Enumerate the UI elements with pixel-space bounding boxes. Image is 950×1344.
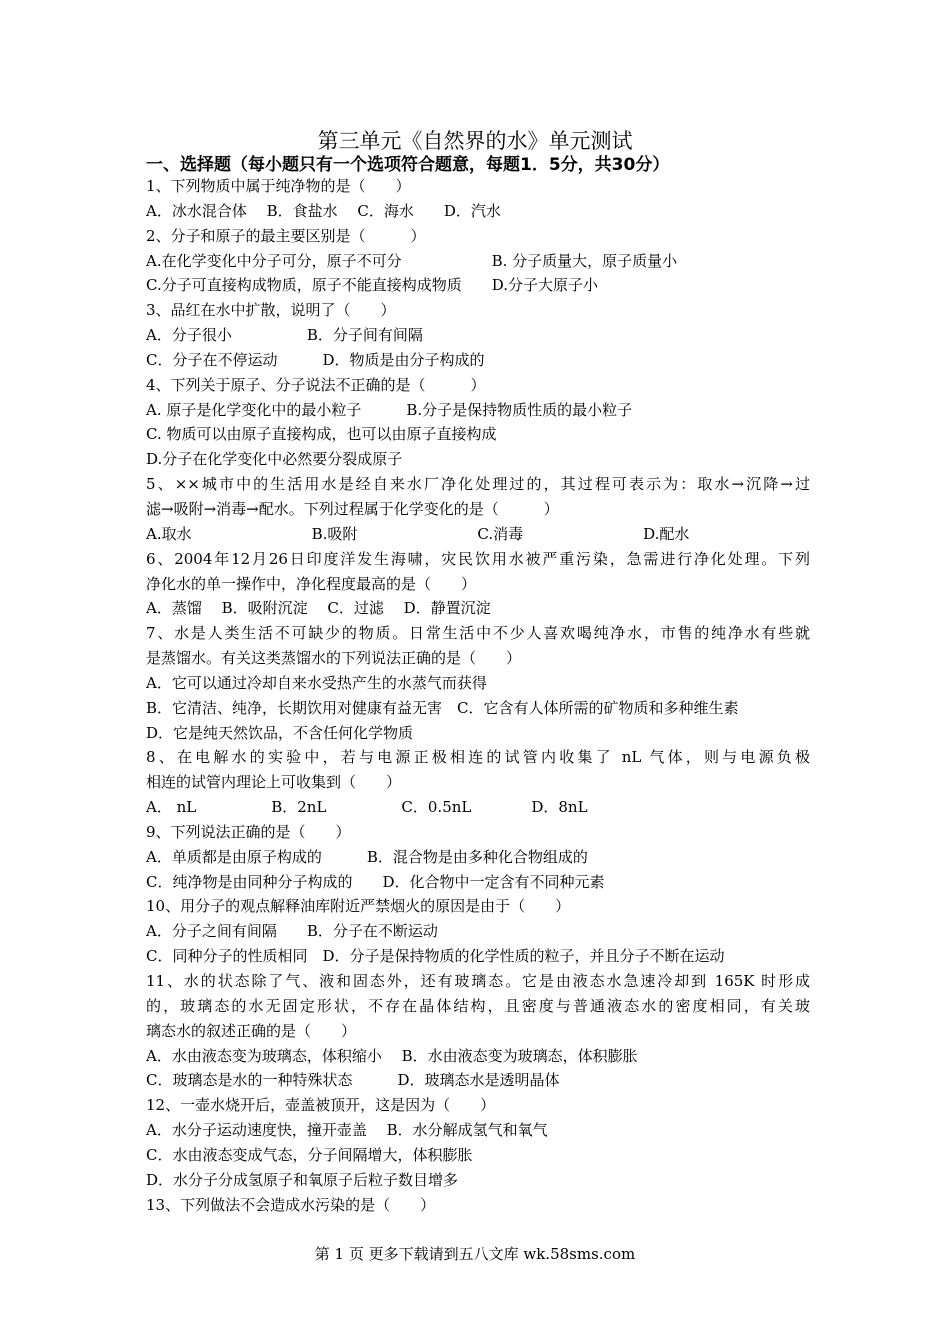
text-line: 滤→吸附→消毒→配水。下列过程属于化学变化的是（ ） (146, 499, 559, 518)
text-line: A.取水 B.吸附 C.消毒 D.配水 (146, 524, 690, 543)
section-heading: 一、选择题（每小题只有一个选项符合题意，每题1．5分，共30分） (146, 155, 670, 175)
text-line: 9、下列说法正确的是（ ） (146, 822, 351, 841)
text-line: A．分子很小 B．分子间有间隔 (146, 326, 423, 345)
text-line: C．分子在不停运动 D．物质是由分子构成的 (146, 350, 485, 369)
document-title: 第三单元《自然界的水》单元测试 (317, 129, 633, 153)
text-line: 的，玻璃态的水无固定形状，不存在晶体结构，且密度与普通液态水的密度相同，有关玻 (146, 996, 810, 1015)
text-line: A． nL B．2nL C．0.5nL D．8nL (146, 798, 588, 817)
text-line: A．单质都是由原子构成的 B．混合物是由多种化合物组成的 (146, 847, 588, 866)
text-line: 3、品红在水中扩散，说明了（ ） (146, 301, 396, 320)
text-line: 是蒸馏水。有关这类蒸馏水的下列说法正确的是（ ） (146, 649, 522, 668)
text-line: 10、用分子的观点解释油库附近严禁烟火的原因是由于（ ） (146, 897, 571, 916)
text-line: C．水由液态变成气态，分子间隔增大，体积膨胀 (146, 1145, 473, 1164)
text-line: B．它清洁、纯净，长期饮用对健康有益无害 C．它含有人体所需的矿物质和多种维生素 (146, 698, 739, 717)
text-line: D.分子在化学变化中必然要分裂成原子 (146, 450, 403, 469)
text-line: A．它可以通过冷却自来水受热产生的水蒸气而获得 (146, 673, 487, 692)
page-footer: 第 1 页 更多下载请到五八文库 wk.58sms.com (314, 1245, 636, 1263)
text-line: 4、下列关于原子、分子说法不正确的是（ ） (146, 375, 486, 394)
text-line: A．水分子运动速度快，撞开壶盖 B．水分解成氢气和氧气 (146, 1121, 548, 1140)
text-line: D．它是纯天然饮品，不含任何化学物质 (146, 723, 414, 742)
text-line: 璃态水的叙述正确的是（ ） (146, 1021, 357, 1040)
text-line: A．水由液态变为玻璃态，体积缩小 B．水由液态变为玻璃态，体积膨胀 (146, 1046, 638, 1065)
text-line: 8、在电解水的实验中，若与电源正极相连的试管内收集了 nL 气体，则与电源负极 (146, 748, 810, 767)
text-line: C．玻璃态是水的一种特殊状态 D．玻璃态水是透明晶体 (146, 1071, 560, 1090)
text-line: C．纯净物是由同种分子构成的 D．化合物中一定含有不同种元素 (146, 872, 605, 891)
text-line: 11、水的状态除了气、液和固态外，还有玻璃态。它是由液态水急速冷却到 165K 时形成 (146, 972, 810, 990)
text-line: C. 物质可以由原子直接构成，也可以由原子直接构成 (146, 425, 497, 444)
text-line: C．同种分子的性质相同 D．分子是保持物质的化学性质的粒子，并且分子不断在运动 (146, 947, 725, 966)
text-line: 2、分子和原子的最主要区别是（ ） (146, 226, 426, 245)
text-line: 相连的试管内理论上可收集到（ ） (146, 773, 402, 792)
text-line: 5、××城市中的生活用水是经自来水厂净化处理过的，其过程可表示为：取水→沉降→过 (146, 475, 810, 494)
text-line: A．蒸馏 B．吸附沉淀 C．过滤 D．静置沉淀 (146, 599, 491, 618)
text-line: D．水分子分成氢原子和氧原子后粒子数目增多 (146, 1170, 459, 1189)
text-line: A．冰水混合体 B．食盐水 C．海水 D．汽水 (146, 201, 501, 220)
text-line: A. 原子是化学变化中的最小粒子 B.分子是保持物质性质的最小粒子 (146, 400, 633, 419)
text-line: 12、一壶水烧开后，壶盖被顶开，这是因为（ ） (146, 1096, 496, 1115)
text-line: 净化水的单一操作中，净化程度最高的是（ ） (146, 574, 477, 593)
text-line: 6、2004年12月26日印度洋发生海啸，灾民饮用水被严重污染，急需进行净化处理。下列 (146, 549, 810, 568)
text-line: A.在化学变化中分子可分，原子不可分 B. 分子质量大，原子质量小 (146, 251, 678, 270)
text-line: 13、下列做法不会造成水污染的是（ ） (146, 1195, 436, 1214)
text-line: 1、下列物质中属于纯净物的是（ ） (146, 177, 411, 195)
question-body (146, 174, 810, 1217)
text-line: C.分子可直接构成物质，原子不能直接构成物质 D.分子大原子小 (146, 276, 598, 295)
text-line: A．分子之间有间隔 B．分子在不断运动 (146, 922, 438, 941)
text-line: 7、水是人类生活不可缺少的物质。日常生活中不少人喜欢喝纯净水，市售的纯净水有些就 (146, 624, 810, 643)
